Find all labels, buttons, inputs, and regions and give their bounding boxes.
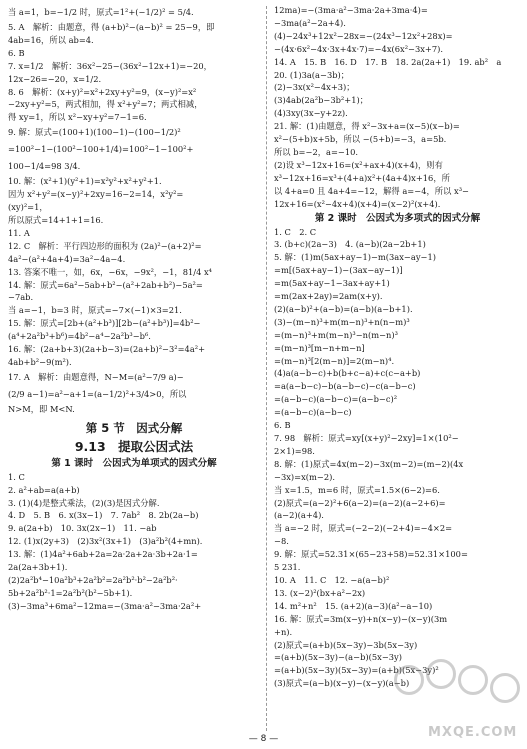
answer-line: 12. (1)x(2y+3) (2)3x²(3x+1) (3)a²b²(4+mn). (8, 536, 203, 547)
answer-line: 11. A (8, 227, 30, 238)
answer-line: 5. 解：(1)m(5ax+ay−1)−m(3ax−ay−1) (274, 252, 436, 263)
answer-line: 17. A 解析：由题意得，N−M=(a²−7/9 a)− (8, 371, 184, 382)
answer-line: 21. 解：(1)由题意，得 x²−3x+a=(x−5)(x−b)= (274, 121, 460, 132)
answer-line: =100²−1−(100²−100+1/4)=100²−1−100²+ (8, 144, 194, 155)
answer-line: =(m−n)³+m(m−n)³−n(m−n)³ (274, 329, 398, 340)
answer-line: N>M，即 M<N. (8, 403, 75, 414)
answer-line: 因为 x²+y²=(x−y)²+2xy=16−2=14，x²y²= (8, 189, 184, 200)
answer-line: 5. A 解析：由题意，得 (a+b)²−(a−b)² = 25−9，即 (8, 22, 215, 32)
answer-line: −8. (274, 536, 289, 547)
watermark-text: MXQE.COM (428, 725, 518, 740)
answer-line: 13. 解：(1)4a²+6ab+2a=2a·2a+2a·3b+2a·1= (8, 549, 198, 560)
answer-line: +n). (274, 626, 293, 637)
answer-line: −(4x·6x²−4x·3x+4x·7)=−4x(6x²−3x+7). (274, 43, 444, 54)
section-heading: 第 5 节 因式分解 (85, 420, 183, 435)
answer-line: 10. 解：(x²+1)(y²+1)=x²y²+x²+y²+1. (8, 176, 162, 187)
answer-line: (4)3xy(3x−y+2z). (274, 108, 348, 119)
answer-line: 20. (1)3a(a−3b)； (274, 69, 350, 80)
answer-line: (2)−3x(x²−4x+3)； (274, 82, 355, 93)
answer-line: 7. 98 解析：原式=xy[(x+y)²−2xy]=1×(10²− (274, 433, 459, 443)
left-answers-block-2 (8, 471, 260, 613)
answer-line: =(a+b)(5x−3y)−(a−b)(5x−3y) (274, 652, 402, 663)
page-number: — 8 — (248, 734, 279, 744)
answer-line: (a−2)(a+4). (274, 510, 324, 521)
answer-line: =(m−n)³[2(m−n)]=2(m−n)⁴. (274, 355, 395, 366)
answer-line: 13. (x−2)²(bx+a²−2x) (274, 587, 366, 598)
answer-line: (2)2a²b⁴−10a²b³+2a²b²=2a²b²·b²−2a²b²· (8, 575, 178, 585)
answer-line: 2×1)=98. (274, 445, 315, 456)
answer-line: 12x−26=−20，x=1/2. (8, 73, 102, 84)
answer-line: −7ab. (8, 292, 34, 303)
answer-line: 13. 答案不唯一，如，6x，−6x，−9x²，−1，81/4 x⁴ (8, 266, 213, 277)
answer-line: 1. C (8, 471, 25, 482)
watermark-circle-icon (458, 665, 488, 695)
answer-line: −2xy+y²=5，两式相加，得 x²+y²=7；两式相减， (8, 99, 203, 110)
lesson-heading: 第 1 课时 公因式为单项式的因式分解 (51, 457, 217, 469)
answer-line: (3)4ab(2a²b−3b²+1)； (274, 95, 369, 106)
answer-line: (xy)²=1， (8, 202, 48, 213)
answer-line: =m(5ax+ay−1−3ax+ay+1) (274, 278, 390, 289)
answer-line: −3x)=x(m−2). (274, 471, 335, 482)
answer-line: 4ab+b²−9(m²). (8, 356, 72, 367)
answer-line: 5 231. (274, 562, 301, 573)
answer-line: 3. (b+c)(2a−3) 4. (a−b)(2a−2b+1) (274, 239, 426, 250)
answer-line: 8. 6 解析：(x+y)²=x²+2xy+y²=9，(x−y)²=x² (8, 86, 197, 97)
answer-line: =(m−n)³[m−n+m−n] (274, 342, 365, 353)
answer-line: 6. B (274, 420, 291, 431)
answer-line: (2)(a−b)²+(a−b)=(a−b)(a−b+1). (274, 303, 413, 314)
answer-line: 14. A 15. B 16. D 17. B 18. 2a(2a+1) 19. ab² a (274, 56, 502, 67)
answer-line: 3. (1)(4)是整式乘法，(2)(3)是因式分解. (8, 497, 160, 508)
left-answers-block (8, 4, 260, 416)
answer-line: 100−1/4=98 3/4. (8, 161, 81, 172)
answer-line: 16. 解：原式=3m(x−y)+n(x−y)−(x−y)(3m (274, 613, 448, 624)
right-answers-block (274, 4, 521, 211)
answer-line: (2)原式=(a+b)(5x−3y)−3b(5x−3y) (274, 639, 418, 650)
answer-line: (4)−24x³+12x²−28x=−(24x³−12x²+28x)= (274, 30, 453, 41)
watermark-circle-icon (426, 659, 456, 689)
answer-line: (4)a(a−b−c)+b(b+c−a)+c(c−a+b) (274, 368, 421, 379)
answer-line: 当 a=−1，b=3 时，原式=−7×(−1)×3=21. (8, 305, 182, 316)
answer-line: 2a(2a+3b+1). (8, 562, 68, 573)
answer-line: 以 4+a=0 且 4a+4=−12，解得 a=−4，所以 x³− (274, 185, 469, 196)
answer-line: =(a−b−c)(a−b−c) (274, 407, 352, 418)
answer-line: 10. A 11. C 12. −a(a−b)² (274, 574, 390, 585)
answer-line: 12. C 解析：平行四边形的面积为 (2a)²−(a+2)²= (8, 240, 202, 251)
right-column (274, 4, 521, 690)
answer-line: 当 x=1.5，m=6 时，原式=1.5×(6−2)=6. (274, 484, 440, 495)
left-column (8, 4, 260, 613)
answer-line: =m(2ax+2ay)=2am(x+y). (274, 291, 383, 302)
answer-line: 1. C 2. C (274, 226, 317, 237)
answer-line: 2. a²+ab=a(a+b) (8, 484, 80, 495)
answer-line: 当 a=1，b=−1/2 时，原式=1²+(−1/2)² = 5/4. (8, 7, 194, 17)
answer-line: 12ma)=−(3ma·a²−3ma·2a+3ma·4)= (274, 5, 428, 15)
answer-line: (2/9 a−1)=a²−a+1=(a−1/2)²+3/4>0，所以 (8, 388, 187, 399)
answer-line: 12x+16=(x²−4x+4)(x+4)=(x−2)²(x+4). (274, 198, 441, 209)
answer-line: 14. 解：原式=6a²−5ab+b²−(a²+2ab+b²)−5a²= (8, 279, 203, 290)
answer-line: 14. m²+n² 15. (a+2)(a−3)(a²−a−10) (274, 600, 433, 611)
answer-line: 9. a(2a+b) 10. 3x(2x−1) 11. −ab (8, 523, 157, 534)
watermark-circle-icon (394, 665, 424, 695)
answer-line: =(a−b−c)(a−b−c)=(a−b−c)² (274, 394, 398, 405)
answer-line: 4a²−(a²+4a+4)=3a²−4a−4. (8, 253, 126, 264)
answer-line: 4ab=16，所以 ab=4. (8, 34, 94, 45)
subsection-heading: 9.13 提取公因式法 (74, 438, 194, 454)
answer-line: 所以 b=−2，a=−10. (274, 146, 359, 157)
answer-line: 9. 解：原式=52.31×(65−23+58)=52.31×100= (274, 549, 468, 560)
answer-line: x²−(5+b)x+5b，所以 −(5+b)=−3，a=5b. (274, 134, 447, 145)
answer-line: (2)原式=(a−2)²+6(a−2)=(a−2)(a−2+6)= (274, 497, 446, 508)
column-divider (266, 6, 267, 731)
answer-line: 6. B (8, 47, 25, 58)
lesson-heading-2: 第 2 课时 公因式为多项式的因式分解 (314, 212, 481, 224)
answer-line: 4. D 5. B 6. x(3x−1) 7. 7ab² 8. 2b(2a−b) (8, 510, 199, 521)
answer-line: 得 xy=1，所以 x²−xy+y²=7−1=6. (8, 112, 147, 123)
watermark-circle-icon (490, 673, 520, 703)
answer-line: −3ma(a²−2a+4). (274, 17, 346, 28)
answer-line: (a⁴+2a²b³+b⁶)=4b²−a⁴−2a²b³−b⁶. (8, 331, 151, 342)
answer-line: 9. 解：原式=(100+1)(100−1)−(100−1/2)² (8, 127, 181, 138)
watermark-logo (388, 655, 524, 747)
right-answers-block-2 (274, 226, 521, 691)
answer-line: =(a+b)(5x−3y)(5x−3y)=(a+b)(5x−3y)² (274, 665, 439, 676)
answer-line: (3)原式=(a−b)(x−y)−(x−y)(a−b) (274, 678, 410, 689)
answer-line: 15. 解：原式=[2b+(a²+b³)][2b−(a²+b³)]=4b²− (8, 318, 201, 329)
answer-line: (3)−(m−n)³+m(m−n)³+n(n−m)³ (274, 316, 410, 327)
answer-line: =a(a−b−c)−b(a−b−c)−c(a−b−c) (274, 381, 416, 392)
answer-line: 7. x=1/2 解析：36x²−25−(36x²−12x+1)=−20， (8, 60, 212, 71)
answer-line: =m[(5ax+ay−1)−(3ax−ay−1)] (274, 265, 403, 276)
answer-line: 16. 解：(2a+b+3)(2a+b−3)=(2a+b)²−3²=4a²+ (8, 344, 206, 355)
answer-line: 所以原式=14+1+1=16. (8, 214, 104, 225)
answer-line: 当 a=−2 时，原式=(−2−2)(−2+4)=−4×2= (274, 523, 453, 534)
answer-line: x³−12x+16=x³+(4+a)x²+(4a+4)x+16，所 (274, 172, 450, 183)
answer-line: 5b+2a²b²·1=2a²b²(b²−5b+1). (8, 587, 133, 598)
answer-line: (3)−3ma³+6ma²−12ma=−(3ma·a²−3ma·2a²+ (8, 600, 202, 611)
answer-line: (2)设 x³−12x+16=(x²+ax+4)(x+4)，则有 (274, 159, 443, 170)
answer-line: 8. 解：(1)原式=4x(m−2)−3x(m−2)=(m−2)(4x (274, 458, 464, 469)
